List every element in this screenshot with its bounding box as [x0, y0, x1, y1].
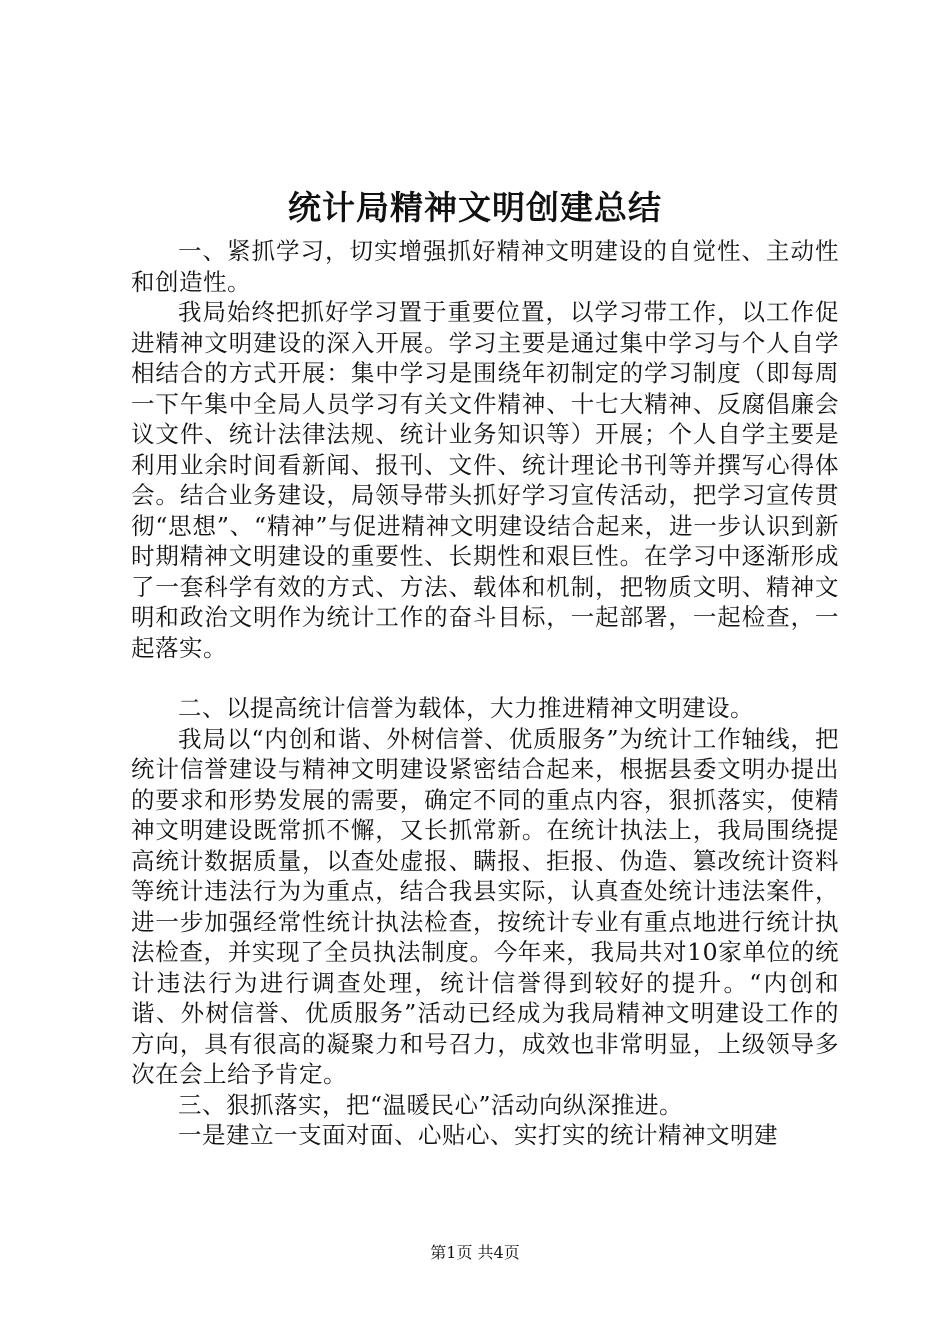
page-number-footer: 第1页 共4页 [430, 1243, 520, 1262]
document-body [131, 236, 839, 1151]
body-paragraph-1: 我局始终把抓好学习置于重要位置，以学习带工作，以工作促进精神文明建设的深入开展。学习主要是通过集中学习与个人自学相结合的方式开展：集中学习是围绕年初制定的学习制度（即每周一下午集中全局人员学习有关文件精神、十七大精神、反腐倡廉会议文件、统计法律法规、统计业务知识等）开展；个人自学主要是利用业余时间看新闻、报刊、文件、统计理论书刊等并撰写心得体会。结合业务建设，局领导带头抓好学习宣传活动，把学习宣传贯彻“思想”、“精神”与促进精神文明建设结合起来，进一步认识到新时期精神文明建设的重要性、长期性和艰巨性。在学习中逐渐形成了一套科学有效的方式、方法、载体和机制，把物质文明、精神文明和政治文明作为统计工作的奋斗目标，一起部署，一起检查，一起落实。 [131, 298, 839, 662]
body-paragraph-3: 一是建立一支面对面、心贴心、实打实的统计精神文明建 [178, 1121, 778, 1149]
section-heading-3: 三、狠抓落实，把“温暖民心”活动向纵深推进。 [178, 1090, 684, 1119]
section-heading-1: 一、紧抓学习，切实增强抓好精神文明建设的自觉性、主动性和创造性。 [131, 237, 839, 296]
document-title: 统计局精神文明创建总结 [288, 188, 662, 227]
body-paragraph-2: 我局以“内创和谐、外树信誉、优质服务”为统计工作轴线，把统计信誉建设与精神文明建设紧密结合起来，根据县委文明办提出的要求和形势发展的需要，确定不同的重点内容，狠抓落实，使精神文明建设既常抓不懈，又长抓常新。在统计执法上，我局围绕提高统计数据质量，以查处虚报、瞒报、拒报、伪造、篡改统计资料等统计违法行为为重点，结合我县实际，认真查处统计违法案件，进一步加强经常性统计执法检查，按统计专业有重点地进行统计执法检查，并实现了全员执法制度。今年来，我局共对10家单位的统计违法行为进行调查处理，统计信誉得到较好的提升。“内创和谐、外树信誉、优质服务”活动已经成为我局精神文明建设工作的方向，具有很高的凝聚力和号召力，成效也非常明显，上级领导多次在会上给予肯定。 [131, 724, 839, 1088]
section-heading-2: 二、以提高统计信誉为载体，大力推进精神文明建设。 [178, 694, 754, 722]
